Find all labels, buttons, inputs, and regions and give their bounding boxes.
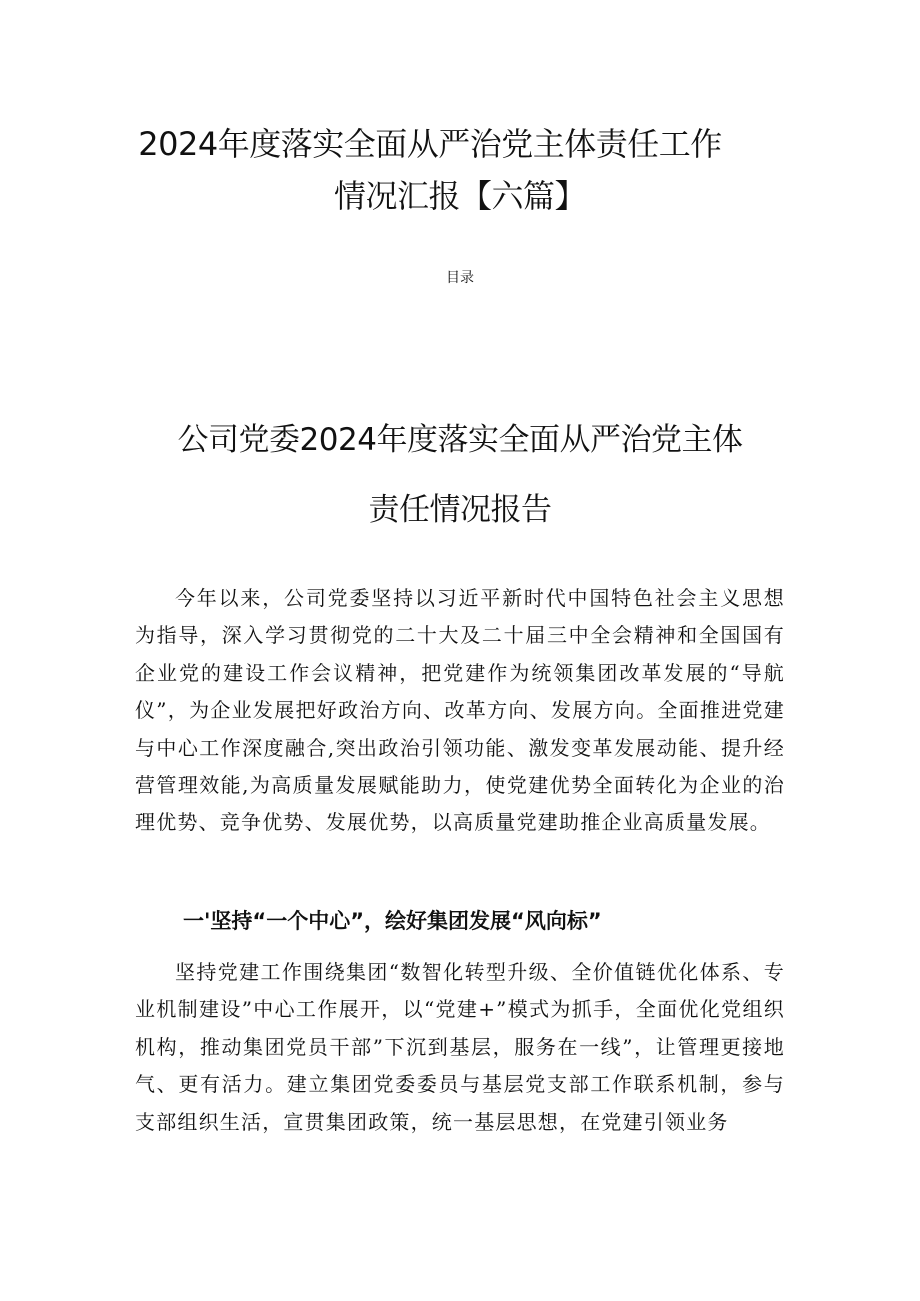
intro-paragraph: 今年以来，公司党委坚持以习近平新时代中国特色社会主义思想为指导，深入学习贯彻党的二十大及二十届三中全会精神和全国国有企业党的建设工作会议精神，把党建作为统领集团改革发展的“导航仪”，为企业发展把好政治方向、改革方向、发展方向。全面推进党建与中心工作深度融合,突出政治引领功能、激发变革发展动能、提升经营管理效能,为高质量发展赋能助力，使党建优势全面转化为企业的治理优势、竞争优势、发展优势，以高质量党建助推企业高质量发展。	[135, 586, 785, 835]
document-title-line-2: 情况汇报【六篇】	[333, 177, 586, 215]
section-heading-1: 一'坚持“一个中心”，绘好集团发展“风向标”	[183, 909, 602, 933]
report-title-line-1: 公司党委2024年度落实全面从严治党主体	[177, 422, 743, 458]
section-1-paragraph: 坚持党建工作围绕集团“数智化转型升级、全价值链优化体系、专业机制建设”中心工作展开，以“党建+”模式为抓手，全面优化党组织机构，推动集团党员干部”下沉到基层，服务在一线”，让管理更接地气、更有活力。建立集团党委委员与基层党支部工作联系机制，参与支部组织生活，宣贯集团政策，统一基层思想，在党建引领业务	[135, 960, 785, 1134]
table-of-contents-label: 目录	[446, 270, 474, 286]
report-title-line-2: 责任情况报告	[368, 492, 552, 528]
document-title-line-1: 2024年度落实全面从严治党主体责任工作	[138, 125, 722, 163]
